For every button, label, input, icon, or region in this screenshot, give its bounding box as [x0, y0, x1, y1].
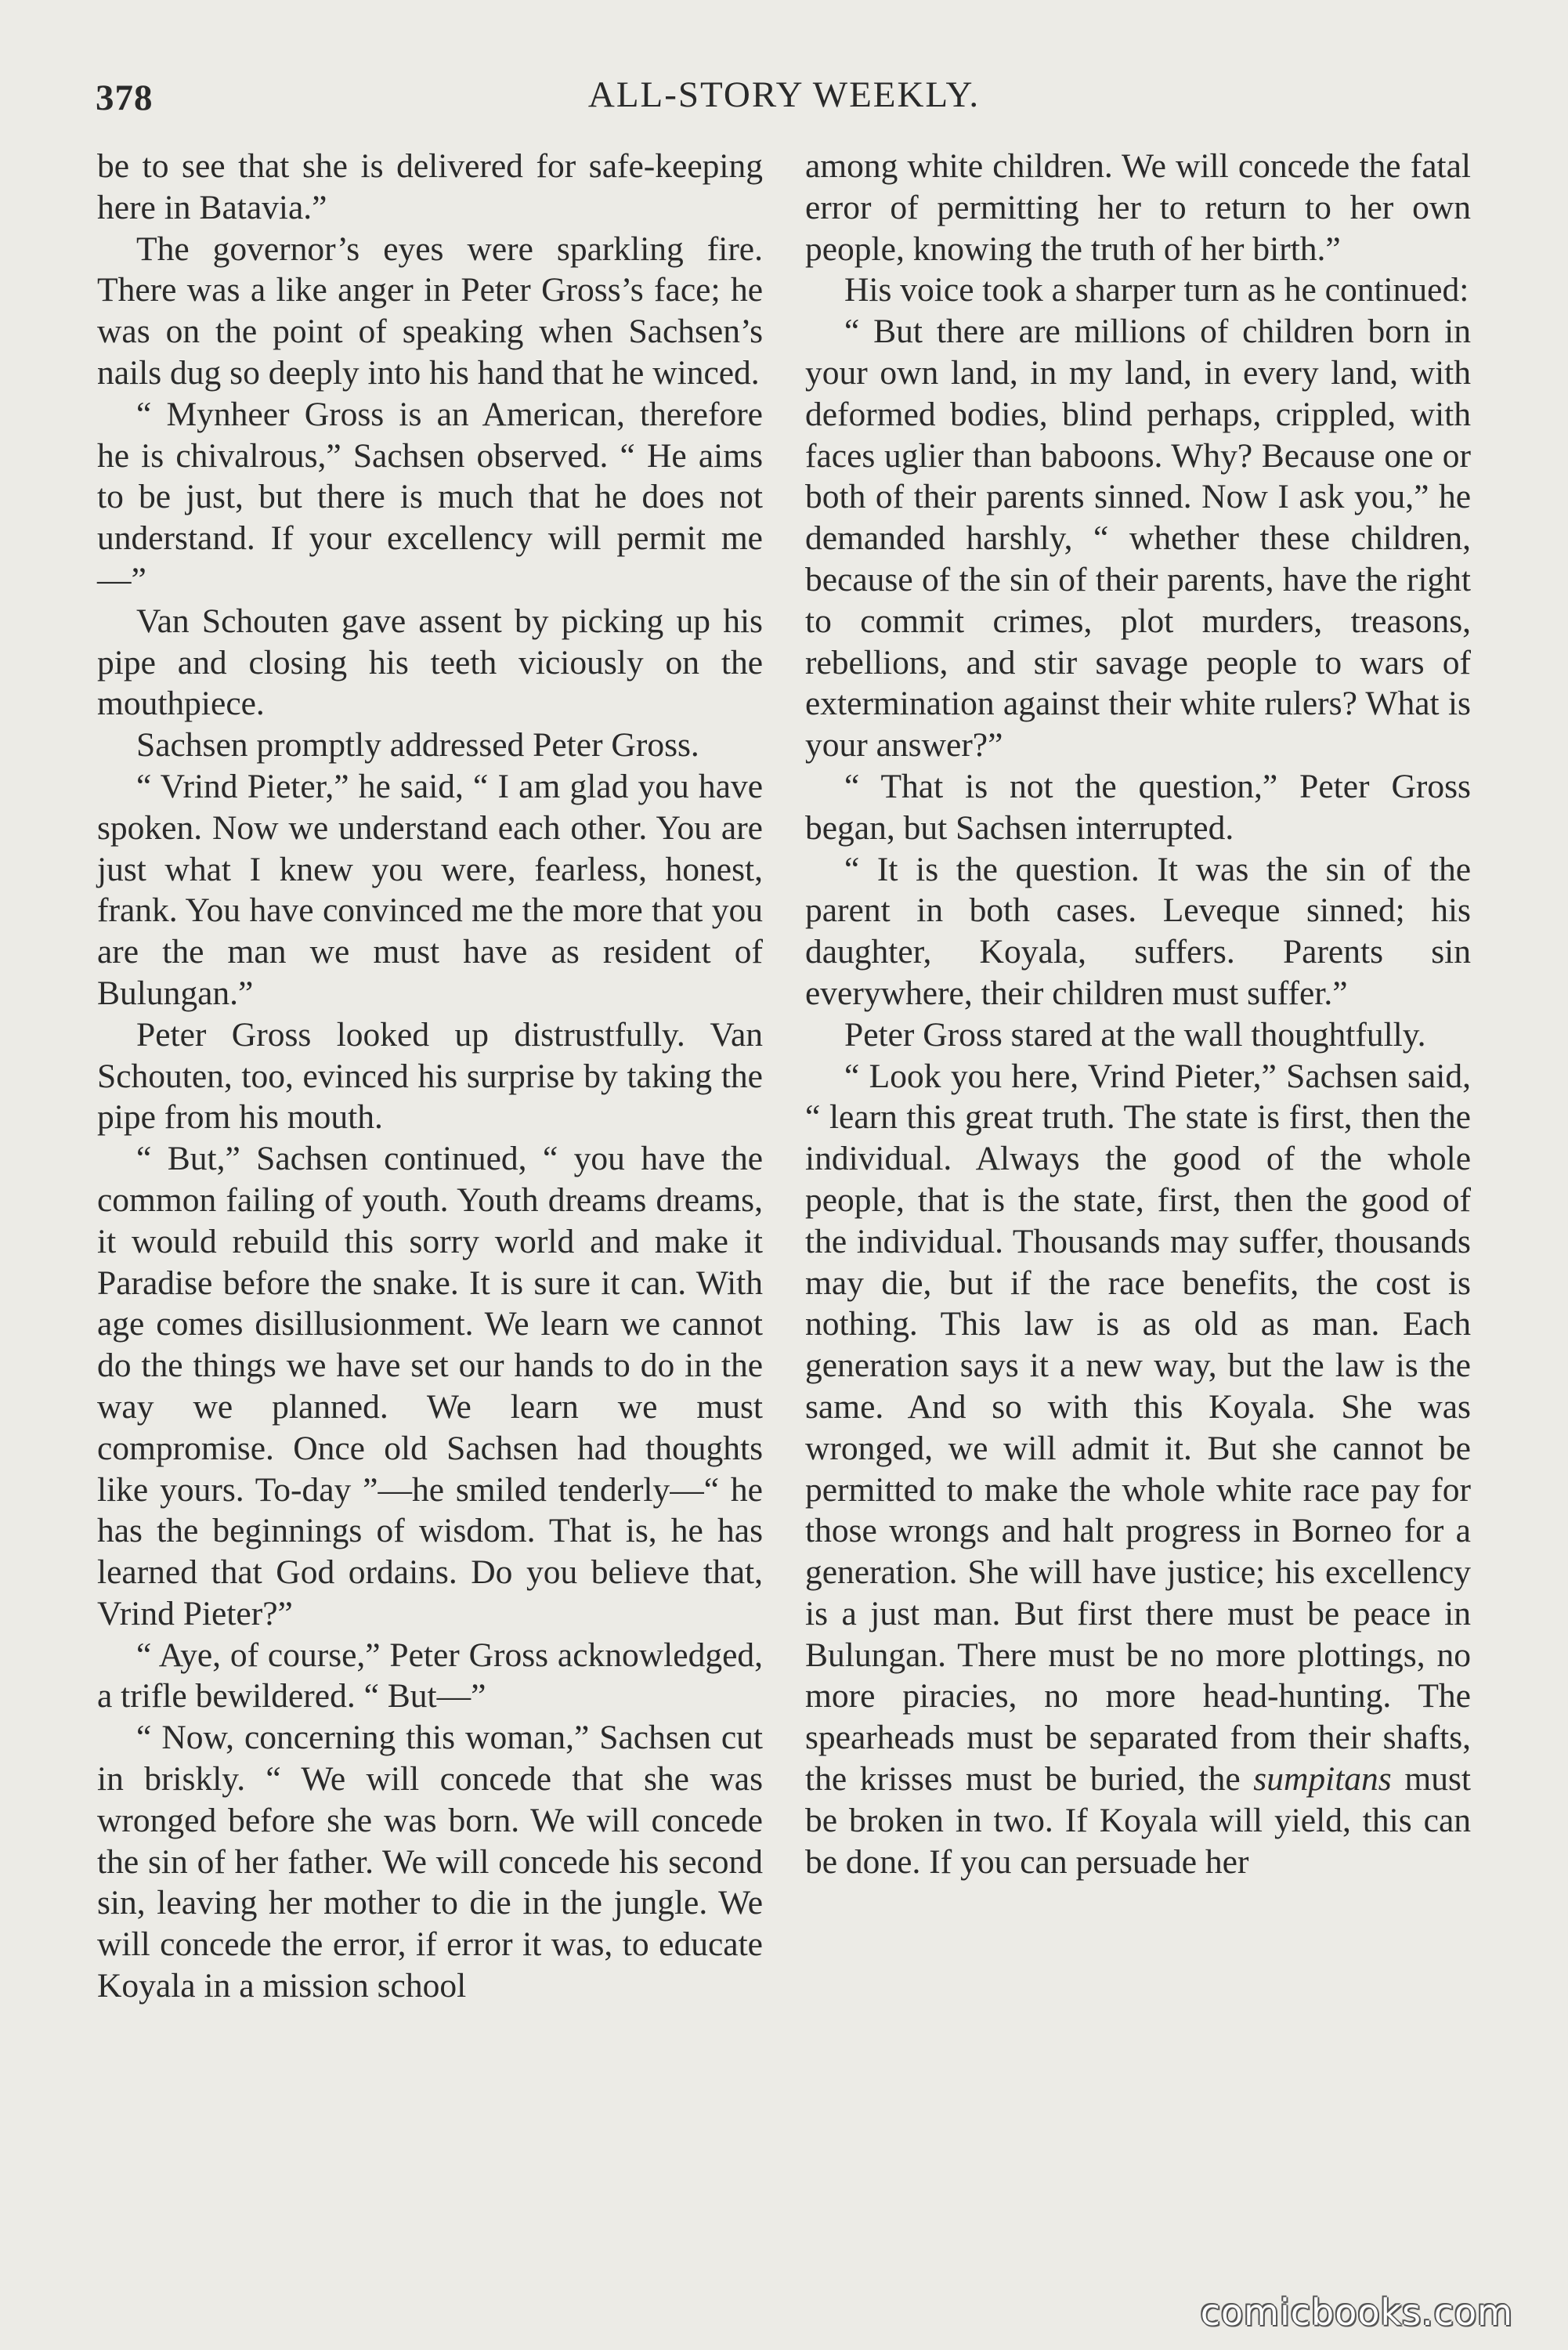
paragraph: The governor’s eyes were sparkling fire. There was a like anger in Peter Gross’s face; he was on the point of speaking when Sachsen’s nails dug so deeply into his hand that he winced.	[97, 230, 763, 392]
paragraph-text-tail: must be broken in two. If Koyala will yield, this can be done. If you can persuade her	[805, 1760, 1471, 1881]
paragraph: “ Aye, of course,” Peter Gross acknowledged, a trifle bewildered. “ But—”	[97, 1636, 763, 1716]
paragraph: “ But there are millions of children born in your own land, in my land, in every land, with deformed bodies, blind perhaps, crippled, with faces uglier than baboons. Why? Because one or both of their parents sinned. Now I ask you,” he demanded harshly, “ whether these children, because of the sin of their parents, have the right to commit crimes, plot murders, treasons, rebellions, and stir savage people to wars of extermination against their white rulers? What is your answer?”	[805, 313, 1471, 765]
paragraph: be to see that she is delivered for safe-keeping here in Batavia.”	[97, 147, 763, 226]
paragraph: “ That is not the question,” Peter Gross began, but Sachsen interrupted.	[805, 767, 1471, 847]
paragraph: “ It is the question. It was the sin of the parent in both cases. Leveque sinned; his daughter, Koyala, suffers. Parents sin everywhere, their children must suffer.”	[805, 850, 1471, 1012]
paragraph: among white children. We will concede the fatal error of permitting her to return to her own people, knowing the truth of her birth.”	[805, 147, 1471, 268]
page-number: 378	[96, 78, 154, 118]
paragraph: Peter Gross looked up distrustfully. Van Schouten, too, evinced his surprise by taking the pipe from his mouth.	[97, 1015, 763, 1137]
paragraph-text: “ Look you here, Vrind Pieter,” Sachsen said, “ learn this great truth. The state is first, then the individual. Always the good of the whole people, that is the state, first, then the good of the individual. Thousands may suffer, thousands may die, but if the race benefits, the cost is nothing. This law is as old as man. Each generation says it a new way, but the law is the same. And so with this Koyala. She was wronged, we will admit it. But she cannot be permitted to make the whole white race pay for those wrongs and halt progress in Borneo for a generation. She will have justice; his excellency is a just man. But first there must be peace in Bulungan. There must be no more plottings, no more piracies, no more head-hunting. The spearheads must be separated from their shafts, the krisses must be buried, the	[805, 1057, 1471, 1799]
paragraph: “ Mynheer Gross is an American, therefore he is chivalrous,” Sachsen observed. “ He aims to be just, but there is much that he does not understand. If your excellency will permit me—”	[97, 395, 763, 598]
paragraph-final	[805, 1056, 1471, 1883]
paragraph: “ Now, concerning this woman,” Sachsen cut in briskly. “ We will concede that she was wronged before she was born. We will concede the sin of her father. We will concede his second sin, leaving her mother to die in the jungle. We will concede the error, if error it was, to educate Koyala in a mission school	[97, 1719, 763, 2005]
paragraph: His voice took a sharper turn as he continued:	[844, 271, 1469, 309]
paragraph: “ But,” Sachsen continued, “ you have the common failing of youth. Youth dreams dreams, it would rebuild this sorry world and make it Paradise before the snake. It is sure it can. With age comes disillusionment. We learn we cannot do the things we have set our hands to do in the way we planned. We learn we must compromise. Once old Sachsen had thoughts like yours. To-day ”—he smiled tenderly—“ he has the beginnings of wisdom. That is, he has learned that God ordains. Do you believe that, Vrind Pieter?”	[97, 1140, 763, 1632]
paragraph: Peter Gross stared at the wall thoughtfully.	[844, 1015, 1426, 1054]
paragraph: Sachsen promptly addressed Peter Gross.	[136, 726, 699, 765]
paragraph: Van Schouten gave assent by picking up his pipe and closing his teeth viciously on the mouthpiece.	[97, 602, 763, 723]
left-column	[97, 146, 763, 2007]
italic-word: sumpitans	[1253, 1760, 1392, 1799]
right-column	[805, 146, 1471, 1882]
paragraph: “ Vrind Pieter,” he said, “ I am glad you have spoken. Now we understand each other. You are just what I knew you were, fearless, honest, frank. You have convinced me the more that you are the man we must have as resident of Bulungan.”	[97, 767, 763, 1012]
running-head: ALL-STORY WEEKLY.	[587, 74, 981, 115]
watermark: comicbooks.com	[1200, 2291, 1513, 2334]
